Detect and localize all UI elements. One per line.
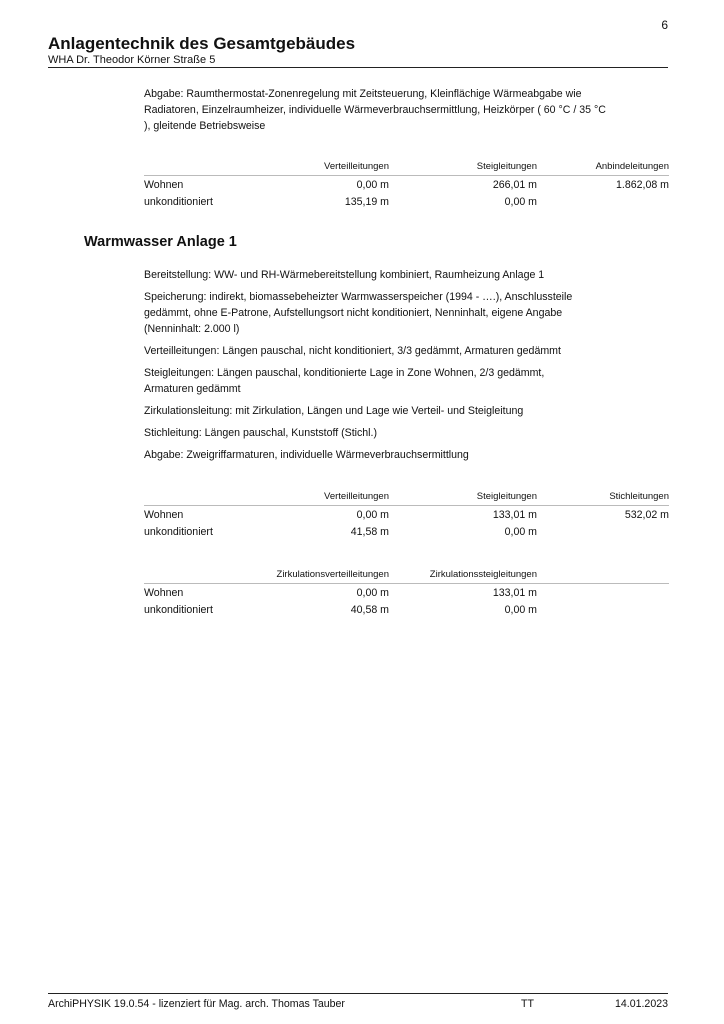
- table-row: [144, 523, 669, 540]
- table-row: [144, 176, 669, 194]
- footer-divider: [48, 993, 668, 994]
- footer-software-license: ArchiPHYSIK 19.0.54 - lizenziert für Mag. arch. Thomas Tauber: [48, 998, 345, 1010]
- table-cell: 0,00 m: [356, 178, 389, 191]
- table-header-row: [144, 160, 669, 176]
- table-cell: 41,58 m: [350, 525, 389, 538]
- warmwater-speicherung: Speicherung: indirekt, biomassebeheizter Warmwasserspeicher (1994 - ….), Anschlussteile gedämmt, ohne E-Patrone, Aufstellungsort nicht konditioniert, Nenninhalt, eigene Angabe (Nenninhalt: 2.000 l): [144, 291, 573, 335]
- table-cell: 133,01 m: [492, 508, 537, 521]
- table-header-cell: Steigleitungen: [389, 490, 537, 506]
- document-subtitle: WHA Dr. Theodor Körner Straße 5: [48, 54, 216, 66]
- table-cell: [537, 193, 669, 210]
- row-label: unkonditioniert: [144, 603, 213, 616]
- table-row: [144, 584, 669, 602]
- table-header-cell: Anbindeleitungen: [537, 160, 669, 176]
- table-header-cell: [144, 568, 254, 584]
- row-label: unkonditioniert: [144, 525, 213, 538]
- table-header-cell: Verteilleitungen: [254, 490, 389, 506]
- table-cell: 1.862,08 m: [615, 178, 669, 191]
- table-header-cell: Steigleitungen: [389, 160, 537, 176]
- table-row: [144, 506, 669, 524]
- warmwater-zirkulation: Zirkulationsleitung: mit Zirkulation, Längen und Lage wie Verteil- und Steigleitung: [144, 405, 524, 417]
- table-cell: 0,00 m: [504, 525, 537, 538]
- table-cell: 0,00 m: [504, 603, 537, 616]
- table-cell: 0,00 m: [356, 586, 389, 599]
- table-cell: 0,00 m: [504, 195, 537, 208]
- table-cell: 40,58 m: [350, 603, 389, 616]
- warmwater-bereitstellung: Bereitstellung: WW- und RH-Wärmebereitstellung kombiniert, Raumheizung Anlage 1: [144, 269, 545, 281]
- heating-pipes-table: [144, 160, 669, 210]
- warmwater-verteilleitungen: Verteilleitungen: Längen pauschal, nicht konditioniert, 3/3 gedämmt, Armaturen gedämmt: [144, 345, 561, 357]
- table-header-cell: [144, 160, 254, 176]
- page-number: 6: [661, 18, 668, 32]
- table-cell: 135,19 m: [344, 195, 389, 208]
- table-header-cell: Zirkulationsverteilleitungen: [254, 568, 389, 584]
- section-heading-warmwater: Warmwasser Anlage 1: [84, 234, 237, 250]
- warmwater-abgabe: Abgabe: Zweigriffarmaturen, individuelle Wärmeverbrauchsermittlung: [144, 449, 469, 461]
- table-header-cell: [144, 490, 254, 506]
- circulation-pipes-table: [144, 568, 669, 618]
- row-label: Wohnen: [144, 508, 184, 521]
- table-cell: [537, 584, 669, 602]
- table-header-cell: Stichleitungen: [537, 490, 669, 506]
- table-cell: [537, 601, 669, 618]
- warmwater-stichleitung: Stichleitung: Längen pauschal, Kunststoff (Stichl.): [144, 427, 378, 439]
- table-header-cell: Verteilleitungen: [254, 160, 389, 176]
- heating-abgabe-text: Abgabe: Raumthermostat-Zonenregelung mit Zeitsteuerung, Kleinflächige Wärmeabgabe wie Radiatoren, Einzelraumheizer, individuelle Wärmeverbrauchsermittlung, Heizkörper ( 60 °C / 35 °C ), gleitende Betriebsweise: [144, 88, 606, 132]
- warmwater-pipes-table: [144, 490, 669, 540]
- table-row: [144, 193, 669, 210]
- footer-initials: TT: [521, 998, 534, 1010]
- table-cell: 266,01 m: [492, 178, 537, 191]
- table-header-row: [144, 568, 669, 584]
- document-title: Anlagentechnik des Gesamtgebäudes: [48, 34, 356, 53]
- table-cell: 133,01 m: [492, 586, 537, 599]
- table-row: [144, 601, 669, 618]
- row-label: Wohnen: [144, 586, 184, 599]
- table-header-cell: Zirkulationssteigleitungen: [389, 568, 537, 584]
- row-label: Wohnen: [144, 178, 184, 191]
- footer-date: 14.01.2023: [614, 998, 668, 1010]
- row-label: unkonditioniert: [144, 195, 213, 208]
- table-cell: [537, 523, 669, 540]
- warmwater-steigleitungen: Steigleitungen: Längen pauschal, konditionierte Lage in Zone Wohnen, 2/3 gedämmt, Armaturen gedämmt: [144, 367, 545, 395]
- table-header-cell: [537, 568, 669, 584]
- table-header-row: [144, 490, 669, 506]
- header-divider: [48, 67, 668, 68]
- table-cell: 532,02 m: [624, 508, 669, 521]
- table-cell: 0,00 m: [356, 508, 389, 521]
